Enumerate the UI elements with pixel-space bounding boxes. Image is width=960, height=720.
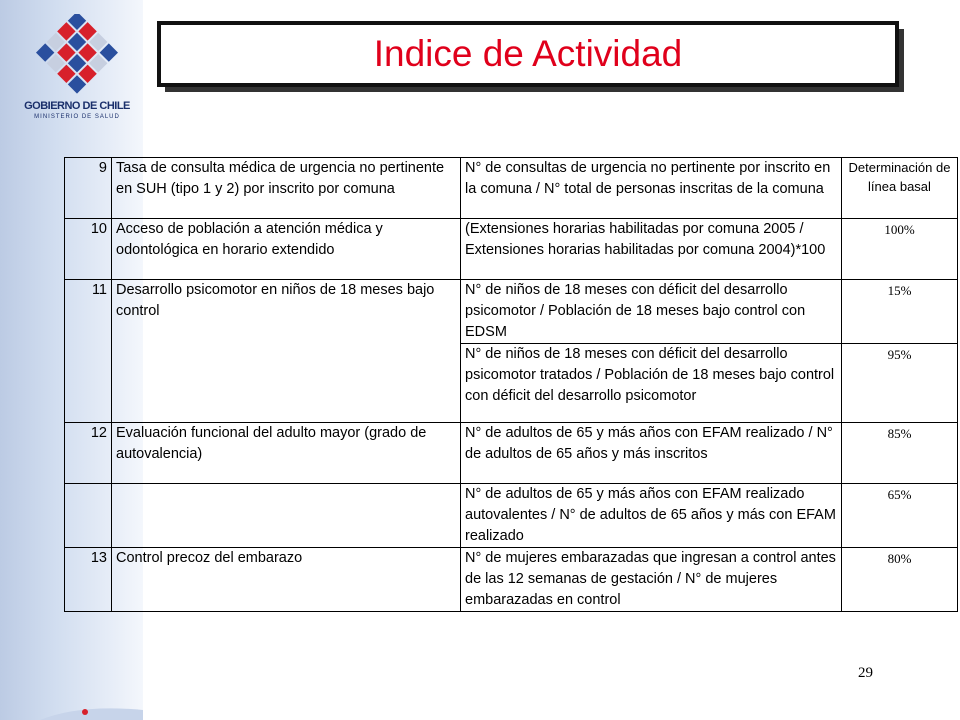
indicator-target: 85%: [842, 423, 958, 484]
page-number: 29: [858, 665, 873, 681]
indicator-target: 15%: [842, 280, 958, 344]
indicator-formula: N° de niños de 18 meses con déficit del desarrollo psicomotor / Población de 18 meses bajo control con EDSM: [461, 280, 842, 344]
row-number: 12: [65, 423, 112, 484]
gobierno-star-icon: [22, 14, 132, 98]
indicator-description: Evaluación funcional del adulto mayor (grado de autovalencia): [112, 423, 461, 484]
table-row: [65, 280, 958, 344]
table-row: [65, 548, 958, 612]
row-number: 10: [65, 219, 112, 280]
indicator-formula: N° de consultas de urgencia no pertinente por inscrito en la comuna / N° total de personas inscritas de la comuna: [461, 158, 842, 219]
indicator-description: [112, 484, 461, 548]
row-number: 9: [65, 158, 112, 219]
table-row: [65, 423, 958, 484]
title-box: [157, 21, 899, 87]
indicator-formula: N° de niños de 18 meses con déficit del desarrollo psicomotor tratados / Población de 18 meses bajo control con déficit del desarrollo psicomotor: [461, 344, 842, 423]
table-row: [65, 219, 958, 280]
indicator-formula: N° de adultos de 65 y más años con EFAM realizado autovalentes / N° de adultos de 65 años y más con EFAM realizado: [461, 484, 842, 548]
indicator-target: 80%: [842, 548, 958, 612]
indicators-table: [64, 157, 958, 612]
bottom-swoosh-icon: [0, 700, 143, 720]
row-number: 13: [65, 548, 112, 612]
logo-title: GOBIERNO DE CHILE: [24, 100, 130, 112]
indicator-formula: (Extensiones horarias habilitadas por comuna 2005 / Extensiones horarias habilitadas por comuna 2004)*100: [461, 219, 842, 280]
indicator-description: Control precoz del embarazo: [112, 548, 461, 612]
logo-subtitle: MINISTERIO DE SALUD: [34, 114, 120, 120]
indicator-target: 65%: [842, 484, 958, 548]
indicator-target: 100%: [842, 219, 958, 280]
indicator-description: Acceso de población a atención médica y odontológica en horario extendido: [112, 219, 461, 280]
row-number: 11: [65, 280, 112, 423]
indicator-target: 95%: [842, 344, 958, 423]
page-title: Indice de Actividad: [373, 33, 683, 74]
table-row: [65, 158, 958, 219]
indicator-formula: N° de adultos de 65 y más años con EFAM realizado / N° de adultos de 65 años y más inscritos: [461, 423, 842, 484]
indicator-formula: N° de mujeres embarazadas que ingresan a control antes de las 12 semanas de gestación / N° de mujeres embarazadas en control: [461, 548, 842, 612]
indicator-target: Determinación de línea basal: [842, 158, 958, 219]
gobierno-logo: [22, 14, 132, 134]
indicator-description: Tasa de consulta médica de urgencia no pertinente en SUH (tipo 1 y 2) por inscrito por comuna: [112, 158, 461, 219]
row-number: [65, 484, 112, 548]
indicator-description: Desarrollo psicomotor en niños de 18 meses bajo control: [112, 280, 461, 423]
table-row: [65, 484, 958, 548]
